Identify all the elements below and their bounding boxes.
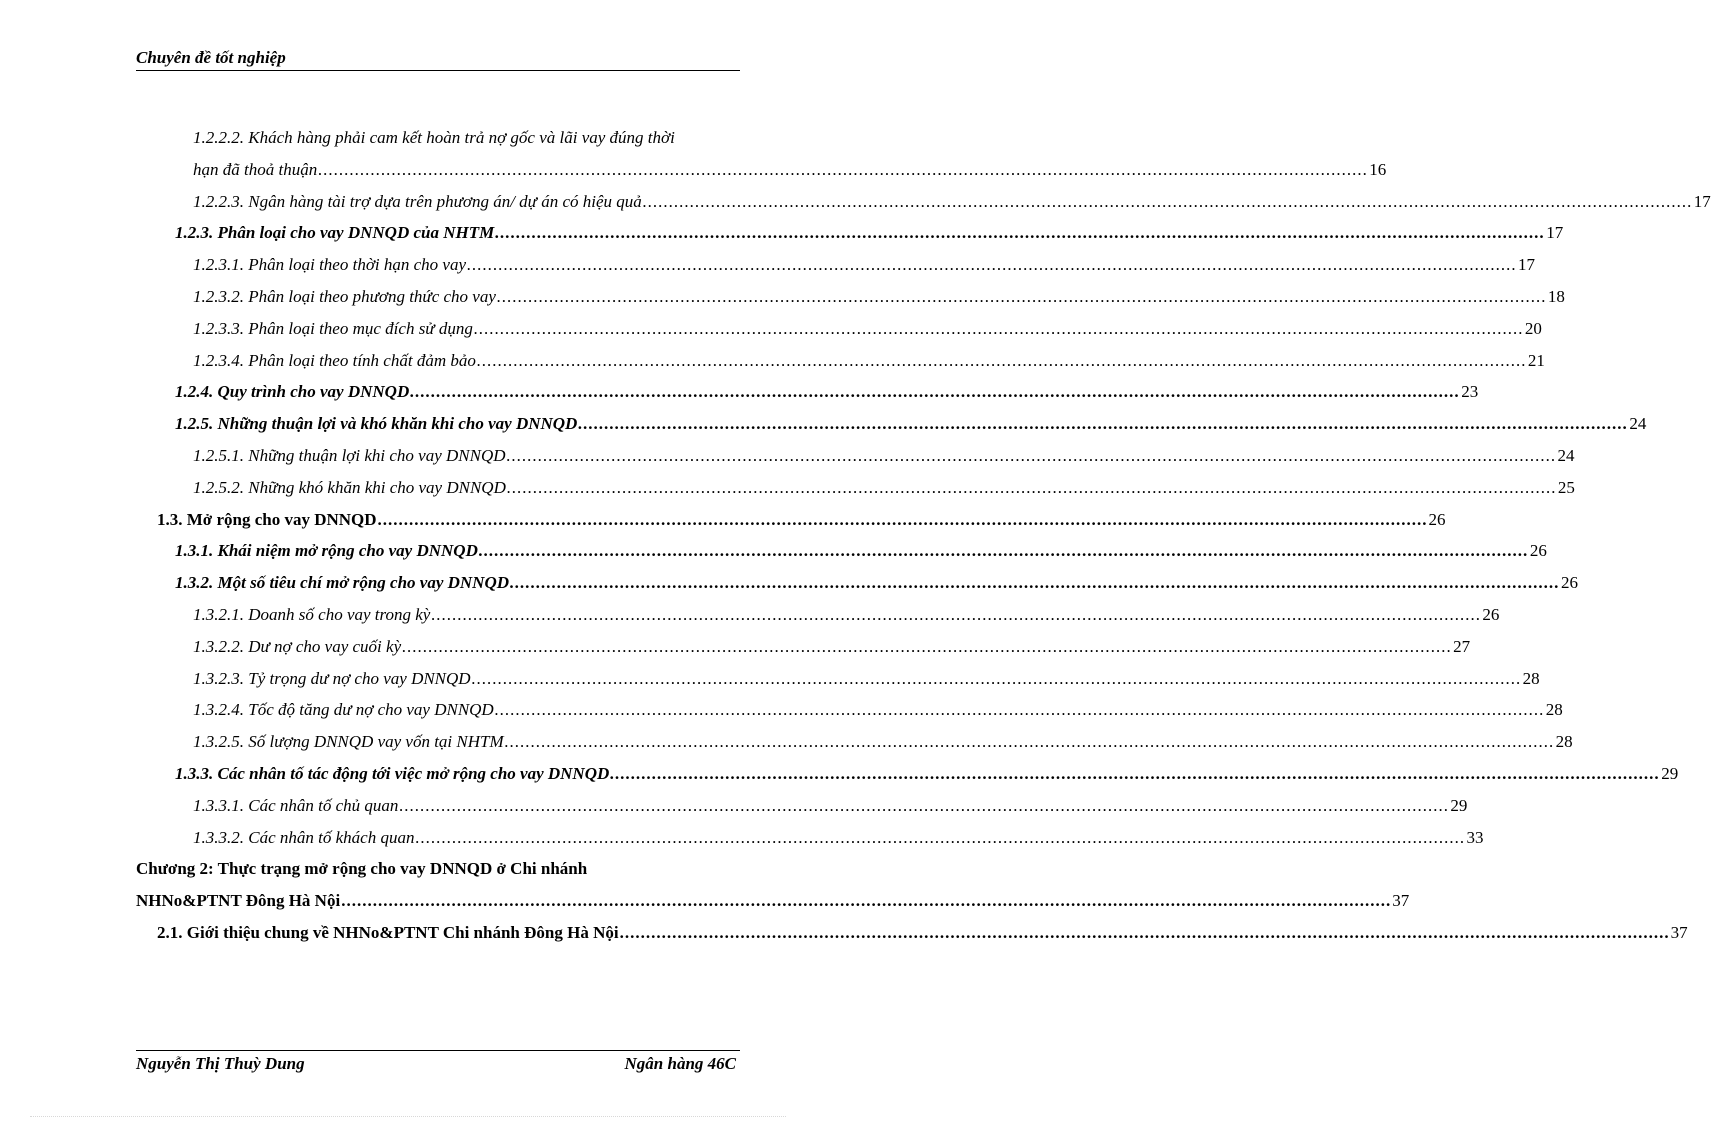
toc-entry-title: 1.3.1. Khái niệm mở rộng cho vay DNNQD — [175, 541, 478, 560]
toc-entry-title: 1.3.2.1. Doanh số cho vay trong kỳ — [193, 605, 431, 624]
toc-entry — [193, 700, 1563, 724]
toc-dot-leader: ........................................................................................................................................................................................................ — [619, 923, 1670, 942]
toc-entry-title: 2.1. Giới thiệu chung về NHNo&PTNT Chi nhánh Đông Hà Nội — [157, 923, 619, 942]
toc-entry-title: 1.2.3.3. Phân loại theo mục đích sử dụng — [193, 319, 473, 338]
toc-page-number: 33 — [1466, 828, 1484, 847]
toc-dot-leader: ........................................................................................................................................................................................................ — [610, 764, 1661, 783]
toc-entry — [175, 414, 1647, 438]
toc-dot-leader: ........................................................................................................................................................................................................ — [377, 510, 1428, 529]
toc-dot-leader: ........................................................................................................................................................................................................ — [495, 223, 1546, 242]
page-bottom-border — [30, 1116, 786, 1117]
toc-dot-leader: ........................................................................................................................................................................................................ — [478, 541, 1529, 560]
toc-entry-title: 1.3.3.2. Các nhân tố khách quan — [193, 828, 415, 847]
toc-entry — [175, 223, 1564, 247]
toc-entry-title: 1.3.2.3. Tỷ trọng dư nợ cho vay DNNQD — [193, 669, 471, 688]
toc-dot-leader: ........................................................................................................................................................................................................ — [578, 414, 1629, 433]
toc-entry — [136, 859, 740, 883]
toc-entry-title: 1.2.2.3. Ngân hàng tài trợ dựa trên phương án/ dự án có hiệu quả — [193, 192, 642, 211]
toc-page-number: 23 — [1461, 382, 1479, 401]
toc-page-number: 28 — [1555, 732, 1573, 751]
toc-entry-title: 1.2.2.2. Khách hàng phải cam kết hoàn trả nợ gốc và lãi vay đúng thời — [193, 128, 675, 147]
toc-entry-title: 1.2.3.2. Phân loại theo phương thức cho vay — [193, 287, 496, 306]
toc-page-number: 17 — [1518, 255, 1536, 274]
toc-entry-title: 1.3.3.1. Các nhân tố chủ quan — [193, 796, 399, 815]
toc-dot-leader: ........................................................................................................................................................................................................ — [476, 351, 1527, 370]
toc-page-number: 26 — [1482, 605, 1500, 624]
toc-page-number: 17 — [1546, 223, 1564, 242]
toc-page-number: 37 — [1670, 923, 1688, 942]
toc-page-number: 25 — [1557, 478, 1575, 497]
toc-entry — [193, 605, 1500, 629]
toc-entry — [193, 351, 1545, 375]
toc-dot-leader: ........................................................................................................................................................................................................ — [506, 446, 1557, 465]
toc-entry — [193, 669, 1540, 693]
toc-dot-leader: ........................................................................................................................................................................................................ — [341, 891, 1392, 910]
toc-page-number: 29 — [1450, 796, 1468, 815]
toc-page-number: 16 — [1369, 160, 1387, 179]
toc-entry-title: NHNo&PTNT Đông Hà Nội — [136, 891, 341, 910]
toc-dot-leader: ........................................................................................................................................................................................................ — [642, 192, 1693, 211]
toc-page-number: 37 — [1392, 891, 1410, 910]
toc-entry — [157, 923, 1688, 947]
toc-page-number: 28 — [1522, 669, 1540, 688]
toc-dot-leader: ........................................................................................................................................................................................................ — [467, 255, 1518, 274]
toc-entry-title: 1.2.5.2. Những khó khăn khi cho vay DNNQD — [193, 478, 506, 497]
toc-dot-leader: ........................................................................................................................................................................................................ — [402, 637, 1453, 656]
toc-page-number: 26 — [1529, 541, 1547, 560]
toc-entry — [193, 192, 1711, 216]
footer-author: Nguyễn Thị Thuỳ Dung — [136, 1054, 305, 1073]
toc-entry — [157, 510, 1446, 534]
toc-page-number: 26 — [1561, 573, 1579, 592]
toc-dot-leader: ........................................................................................................................................................................................................ — [494, 700, 1545, 719]
toc-entry-title: 1.2.3.4. Phân loại theo tính chất đảm bảo — [193, 351, 476, 370]
toc-page-number: 17 — [1693, 192, 1711, 211]
toc-entry-title: 1.2.3.1. Phân loại theo thời hạn cho vay — [193, 255, 467, 274]
toc-entry — [193, 255, 1536, 279]
toc-page-number: 21 — [1527, 351, 1545, 370]
toc-entry — [193, 287, 1565, 311]
toc-entry — [193, 796, 1468, 820]
toc-page-number: 26 — [1428, 510, 1446, 529]
toc-entry-title: Chương 2: Thực trạng mở rộng cho vay DNNQD ở Chi nhánh — [136, 859, 588, 878]
toc-dot-leader: ........................................................................................................................................................................................................ — [496, 287, 1547, 306]
toc-dot-leader: ........................................................................................................................................................................................................ — [410, 382, 1461, 401]
toc-entry — [193, 160, 1387, 184]
toc-entry-title: 1.3.2.5. Số lượng DNNQD vay vốn tại NHTM — [193, 732, 504, 751]
toc-dot-leader: ........................................................................................................................................................................................................ — [504, 732, 1555, 751]
toc-entry — [175, 541, 1547, 565]
toc-entry — [175, 573, 1579, 597]
toc-entry-title: 1.2.5. Những thuận lợi và khó khăn khi cho vay DNNQD — [175, 414, 578, 433]
toc-entry-title: 1.3.2.4. Tốc độ tăng dư nợ cho vay DNNQD — [193, 700, 494, 719]
toc-dot-leader: ........................................................................................................................................................................................................ — [415, 828, 1466, 847]
toc-entry-title: 1.3. Mở rộng cho vay DNNQD — [157, 510, 377, 529]
toc-entry-title: 1.3.2.2. Dư nợ cho vay cuối kỳ — [193, 637, 402, 656]
toc-entry — [175, 764, 1679, 788]
toc-dot-leader: ........................................................................................................................................................................................................ — [399, 796, 1450, 815]
toc-entry — [175, 382, 1479, 406]
toc-entry — [193, 732, 1573, 756]
footer-divider — [136, 1050, 740, 1051]
toc-entry — [136, 891, 1410, 915]
toc-entry-title: 1.3.2. Một số tiêu chí mở rộng cho vay DNNQD — [175, 573, 510, 592]
toc-entry-title: 1.2.3. Phân loại cho vay DNNQD của NHTM — [175, 223, 495, 242]
toc-dot-leader: ........................................................................................................................................................................................................ — [431, 605, 1482, 624]
toc-page-number: 20 — [1524, 319, 1542, 338]
toc-page-number: 24 — [1629, 414, 1647, 433]
toc-entry-title: hạn đã thoả thuận — [193, 160, 318, 179]
toc-page-number: 18 — [1547, 287, 1565, 306]
toc-entry — [193, 637, 1471, 661]
toc-entry — [193, 478, 1575, 502]
toc-dot-leader: ........................................................................................................................................................................................................ — [473, 319, 1524, 338]
footer-class: Ngân hàng 46C — [624, 1054, 736, 1073]
toc-dot-leader: ........................................................................................................................................................................................................ — [318, 160, 1369, 179]
toc-page-number: 27 — [1453, 637, 1471, 656]
toc-entry — [193, 828, 1484, 852]
toc-page-number: 28 — [1545, 700, 1563, 719]
toc-page-number: 24 — [1557, 446, 1575, 465]
toc-entry-title: 1.2.4. Quy trình cho vay DNNQD — [175, 382, 410, 401]
toc-entry-title: 1.2.5.1. Những thuận lợi khi cho vay DNNQD — [193, 446, 506, 465]
toc-dot-leader: ........................................................................................................................................................................................................ — [506, 478, 1557, 497]
toc-entry — [193, 319, 1542, 343]
toc-entry — [193, 446, 1575, 470]
toc-page-number: 29 — [1661, 764, 1679, 783]
page-header-title: Chuyên đề tốt nghiệp — [136, 48, 286, 67]
header-divider — [136, 70, 740, 71]
toc-entry-title: 1.3.3. Các nhân tố tác động tới việc mở rộng cho vay DNNQD — [175, 764, 610, 783]
toc-dot-leader: ........................................................................................................................................................................................................ — [510, 573, 1561, 592]
toc-entry — [193, 128, 740, 152]
toc-dot-leader: ........................................................................................................................................................................................................ — [471, 669, 1522, 688]
